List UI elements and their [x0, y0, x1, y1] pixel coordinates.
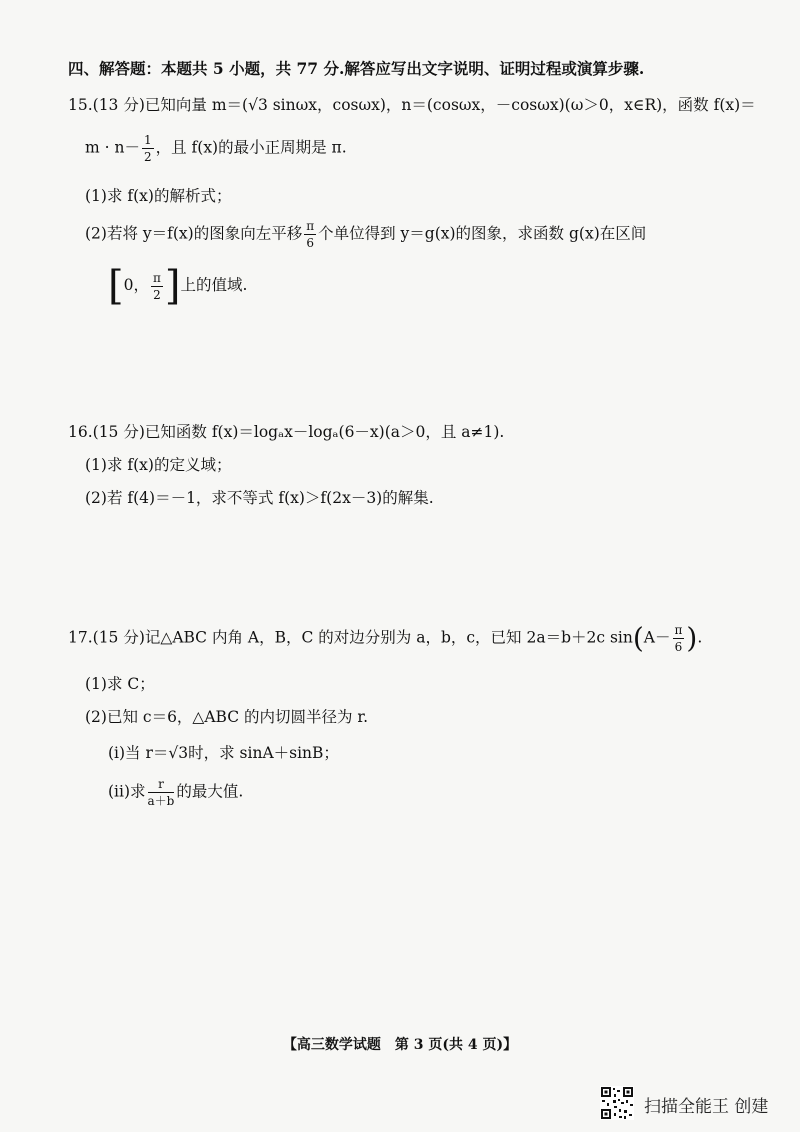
page-footer: 【高三数学试题 第 3 页(共 4 页)】 — [282, 1037, 518, 1053]
q15-dot-product: m · n－ — [85, 138, 140, 157]
q15-period-condition: ，且 f(x)的最小正周期是 π. — [155, 138, 347, 157]
q15-stem-line1: 15.(13 分)已知向量 m＝(√3 sinωx，cosωx)，n＝(cosωx，－cosωx)(ω＞0，x∈R)，函数 f(x)＝ — [68, 96, 756, 114]
q16-part1: (1)求 f(x)的定义域； — [85, 456, 232, 474]
q17-fraction-r-over-a-plus-b: $\frac{r}{a+b}$ — [147, 777, 175, 808]
q17-stem: 17.(15 分)记△ABC 内角 A，B，C 的对边分别为 a，b，c，已知 2a＝b＋2c sin(A－ $\frac{\pi}{6}$ ). — [68, 621, 703, 655]
scanner-watermark-text: 扫描全能王 创建 — [644, 1097, 769, 1117]
right-paren: ) — [686, 621, 698, 655]
right-bracket: ] — [164, 263, 181, 309]
q17-part2: (2)已知 c＝6，△ABC 的内切圆半径为 r. — [85, 708, 369, 726]
q17-part1: (1)求 C； — [85, 675, 155, 693]
q16-part2: (2)若 f(4)＝－1，求不等式 f(x)＞f(2x－3)的解集. — [85, 489, 434, 507]
left-paren: ( — [632, 621, 644, 655]
q15-part2: (2)若将 y＝f(x)的图象向左平移 $\frac{\pi}{6}$ 个单位得到 y＝g(x)的图象，求函数 g(x)在区间 — [85, 219, 647, 250]
q15-fraction-half: $\frac{1}{2}$ — [143, 133, 152, 164]
q17-fraction-pi-6: $\frac{\pi}{6}$ — [674, 623, 683, 654]
q16-stem: 16.(15 分)已知函数 f(x)＝logₐx－logₐ(6－x)(a＞0，且 a≠1). — [68, 423, 505, 441]
section-header: 四、解答题：本题共 5 小题，共 77 分.解答应写出文字说明、证明过程或演算步骤. — [68, 59, 645, 78]
qr-code-icon — [600, 1086, 634, 1120]
q15-fraction-pi-2: $\frac{\pi}{2}$ — [152, 270, 161, 302]
q17-sub1: (i)当 r＝√3时，求 sinA＋sinB； — [108, 744, 339, 762]
q17-sub2: (ii)求 $\frac{r}{a+b}$ 的最大值. — [108, 777, 244, 808]
q15-fraction-pi-6: $\frac{\pi}{6}$ — [306, 219, 315, 250]
q15-interval: [0， $\frac{\pi}{2}$ ]上的值域. — [108, 263, 248, 309]
q15-part1: (1)求 f(x)的解析式； — [85, 187, 232, 205]
q15-stem-line2 — [85, 134, 347, 163]
left-bracket: [ — [108, 263, 124, 309]
